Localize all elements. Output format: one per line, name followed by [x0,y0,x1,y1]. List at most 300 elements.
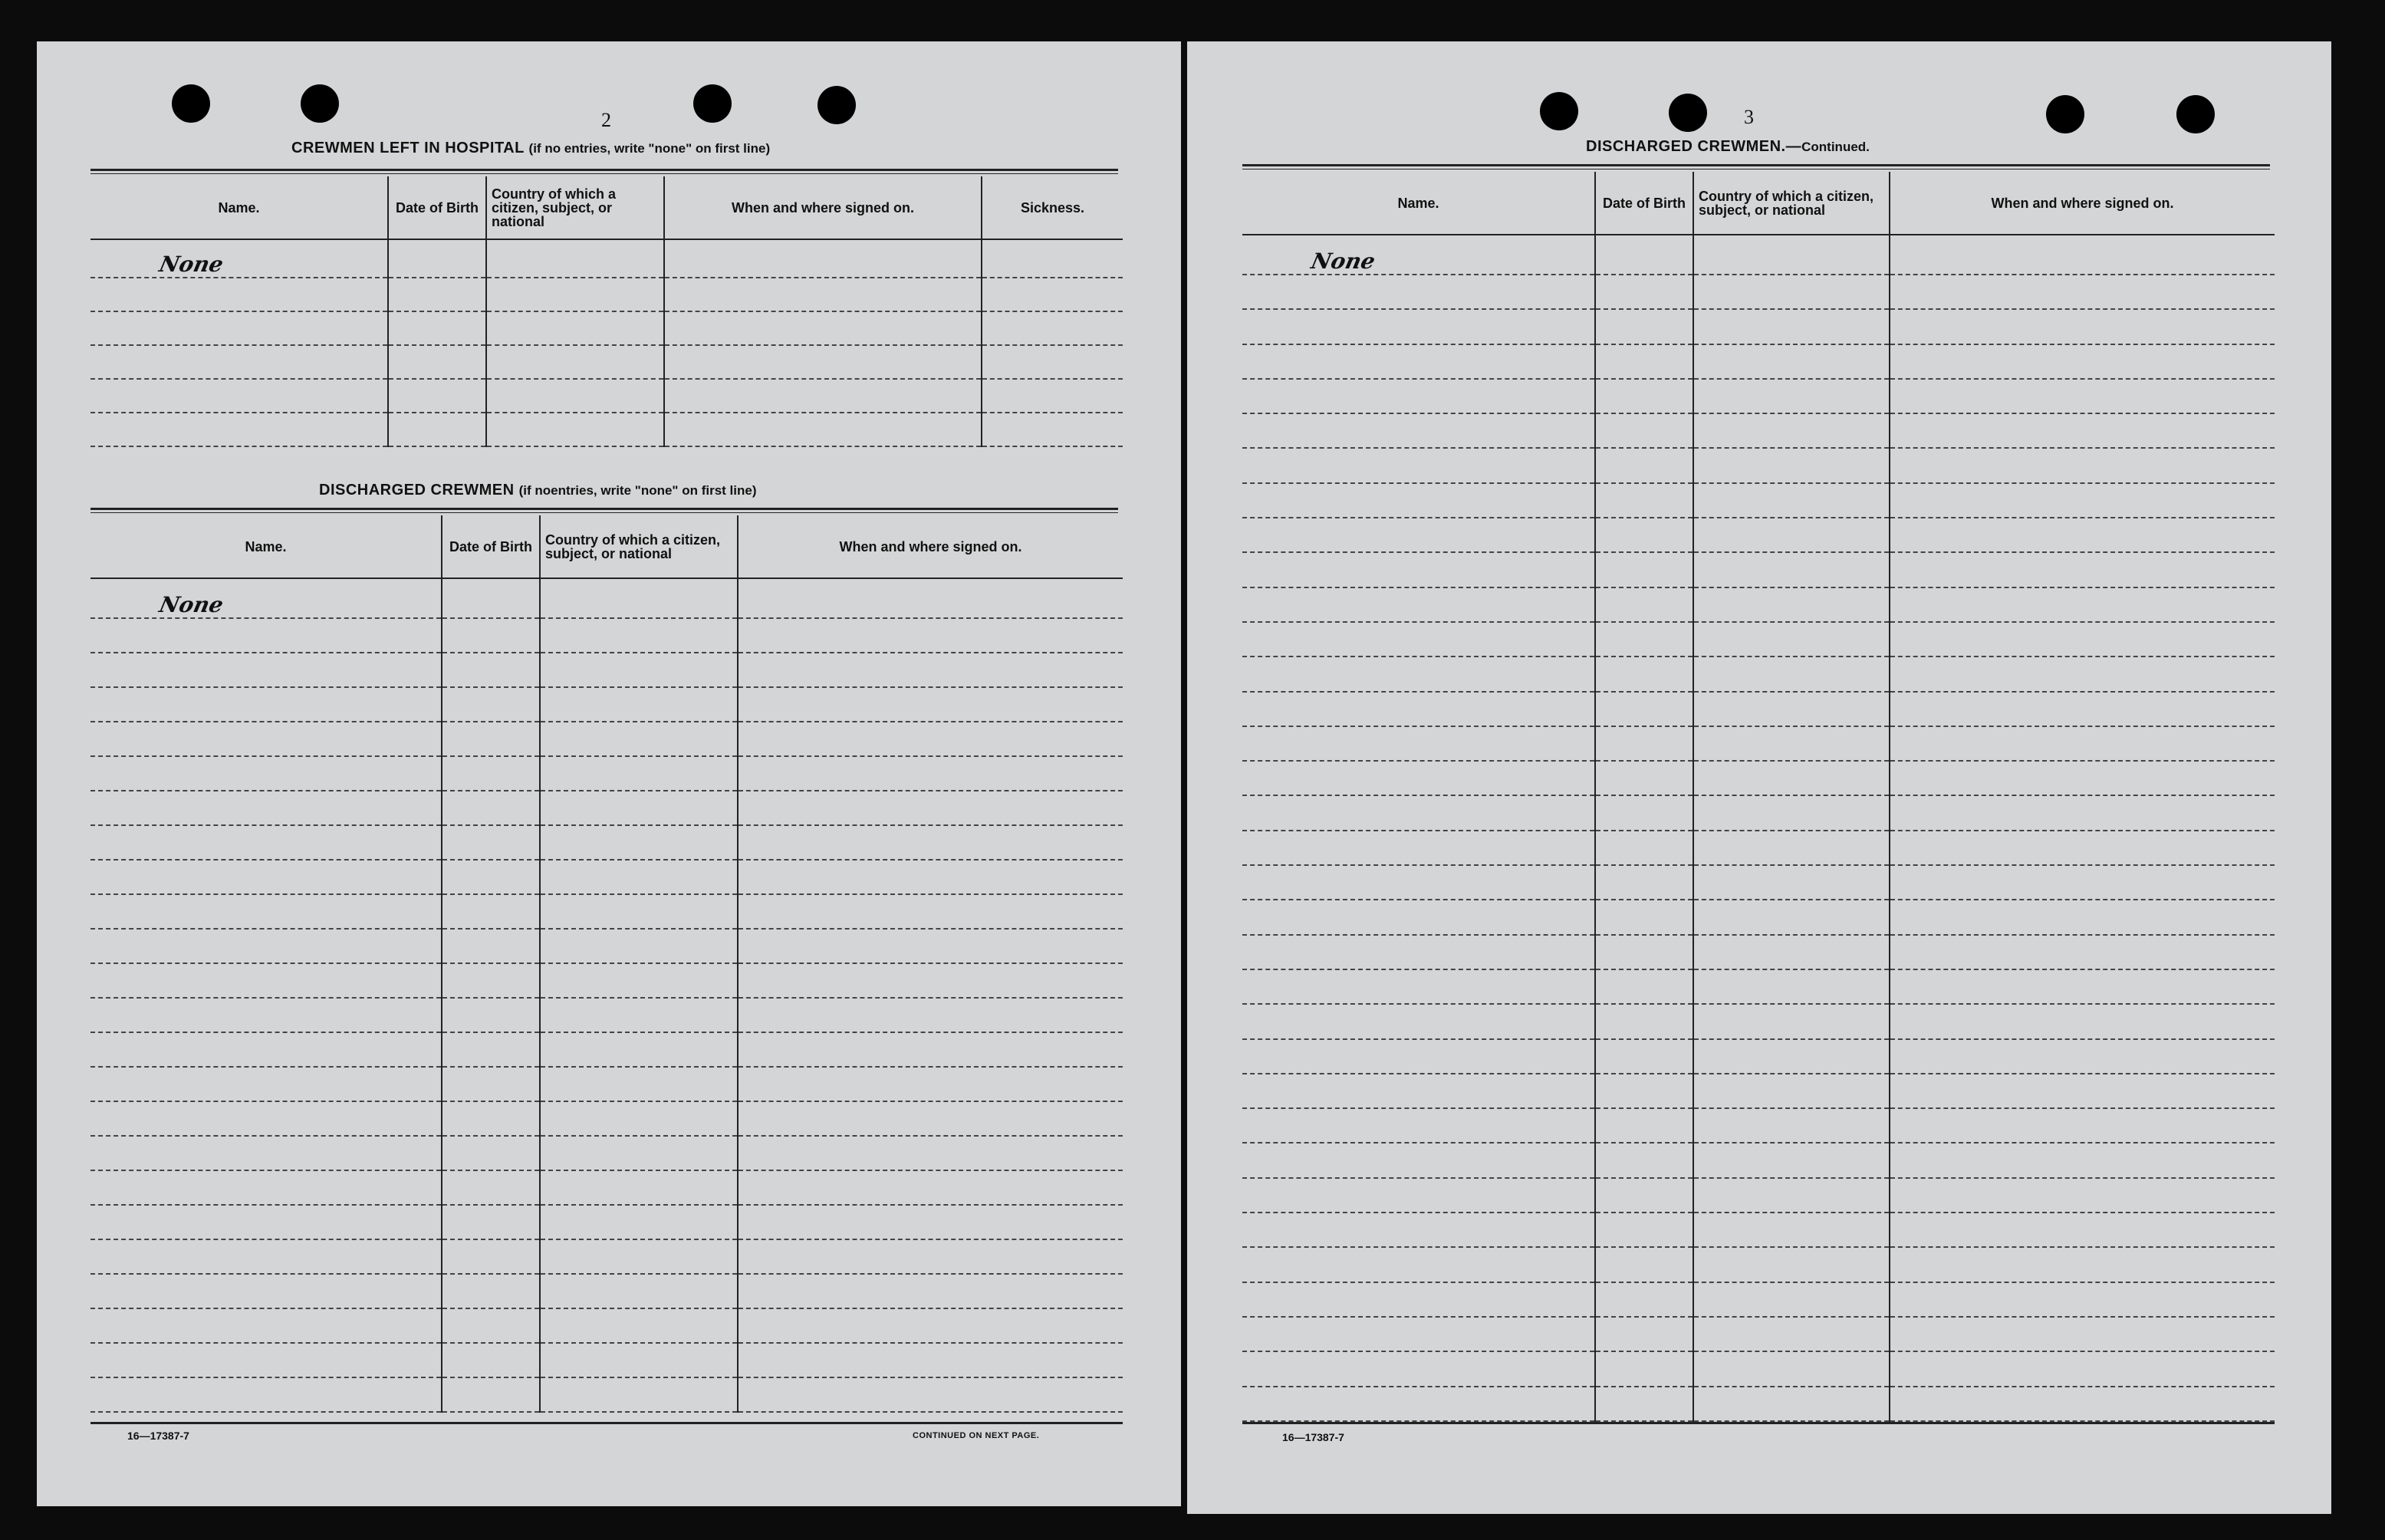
table-cell [1242,1247,1595,1282]
table-row [1242,1317,2275,1351]
table-cell [1242,865,1595,900]
table-row [90,687,1123,722]
table-cell [90,1067,442,1101]
discharged-top-rule [90,508,1118,513]
table-cell [540,1308,738,1343]
table-cell [442,1377,540,1412]
table-cell [1595,518,1693,552]
col-country: Country of which a citizen, subject, or national [1693,172,1890,235]
table-cell [1242,1387,1595,1421]
table-row [90,278,388,311]
table-cell [1595,865,1693,900]
table-cell [1890,1004,2275,1038]
punch-hole [693,84,732,123]
table-cell [540,791,738,825]
table-cell [1595,1247,1693,1282]
col-country: Country of which a citizen, subject, or national [540,515,738,578]
table-row [1242,1178,2275,1213]
table-cell [540,578,738,618]
table-row [1242,1282,2275,1317]
table-cell [388,345,486,379]
table-cell [1693,761,1890,795]
table-row [1242,692,2275,726]
col-date-of-birth: Date of Birth [442,515,540,578]
table-row [1242,761,2275,795]
table-cell [540,722,738,756]
table-cell [90,653,442,687]
table-row [90,929,1123,963]
table-cell [1693,1074,1890,1108]
table-cell [1890,726,2275,761]
table-cell [1890,622,2275,656]
table-cell [442,1067,540,1101]
table-cell [1595,1178,1693,1213]
table-cell [738,1067,1123,1101]
col-name: Name. [90,515,442,578]
table-cell [1693,275,1890,309]
table-row [1242,1108,2275,1143]
table-row [1242,552,2275,587]
table-cell [486,379,664,413]
table-cell [540,929,738,963]
table-cell [1595,900,1693,934]
table-cell [90,1239,442,1274]
table-cell [486,239,664,278]
table-cell [442,825,540,860]
table-cell [90,1101,442,1136]
table-cell [1242,1039,1595,1074]
table-cell [1890,275,2275,309]
table-cell [1693,1004,1890,1038]
table-cell [1242,1143,1595,1177]
table-row [90,1239,1123,1274]
form-number: 16—17387-7 [1282,1431,1344,1443]
table-cell [1242,413,1595,448]
table-row [90,413,388,446]
table-cell [1693,587,1890,622]
table-cell [1693,483,1890,518]
table-cell [90,1205,442,1239]
table-cell [442,687,540,722]
table-cell [664,311,982,345]
table-cell [540,687,738,722]
table-cell [1242,1178,1595,1213]
table-cell [1693,518,1890,552]
table-cell [738,963,1123,998]
table-cell [540,894,738,929]
table-row [1242,1074,2275,1108]
table-cell [1242,831,1595,865]
table-cell [738,860,1123,894]
table-cell [540,1343,738,1377]
table-cell [90,687,442,722]
table-cell [982,413,1123,446]
table-row [1242,726,2275,761]
table-cell [1890,518,2275,552]
table-cell [442,722,540,756]
table-cell [1595,379,1693,413]
col-signed-on: When and where signed on. [1890,172,2275,235]
punch-hole [817,86,856,124]
table-cell [1693,1108,1890,1143]
table-cell [738,791,1123,825]
table-cell [388,239,486,278]
table-cell [1595,275,1693,309]
table-cell [1242,1282,1595,1317]
table-row [90,998,1123,1032]
table-row [90,1170,1123,1205]
table-cell [1595,1213,1693,1247]
col-sickness: Sickness. [982,176,1123,239]
table-cell [1693,1317,1890,1351]
table-cell [1242,309,1595,344]
table-cell [738,1274,1123,1308]
table-cell [1595,1387,1693,1421]
table-row [1242,865,2275,900]
table-row [1242,656,2275,691]
table-cell [1890,1282,2275,1317]
table-cell [1595,795,1693,830]
table-row [90,1032,1123,1067]
table-cell [1242,483,1595,518]
table-cell [1890,692,2275,726]
table-cell [442,998,540,1032]
table-cell [442,618,540,653]
bottom-rule [90,1422,1123,1424]
table-cell [1693,309,1890,344]
table-cell [1693,1143,1890,1177]
hospital-section-title [291,140,770,157]
table-row [1242,1039,2275,1074]
discharged-continued-suffix: Continued. [1801,140,1870,154]
table-cell [1595,761,1693,795]
table-cell [1242,1108,1595,1143]
table-cell [388,278,486,311]
table-cell [90,722,442,756]
table-cell [90,756,442,791]
table-row [1242,1143,2275,1177]
table-cell [738,1136,1123,1170]
table-cell [1890,865,2275,900]
table-cell [1693,1213,1890,1247]
table-cell [540,860,738,894]
table-cell [1693,379,1890,413]
table-cell [1890,795,2275,830]
table-row [90,1101,1123,1136]
table-cell [1890,483,2275,518]
table-cell [90,1308,442,1343]
table-cell [1595,344,1693,379]
table-cell [1242,1004,1595,1038]
table-row [1242,379,2275,413]
table-cell [442,860,540,894]
table-cell [1693,1039,1890,1074]
table-cell [90,1274,442,1308]
table-cell [1890,1387,2275,1421]
table-cell [1890,935,2275,969]
table-row [90,311,388,345]
page-number: 3 [1744,106,1754,128]
table-cell [1890,448,2275,482]
table-cell [442,1308,540,1343]
table-cell [442,653,540,687]
table-cell [1693,935,1890,969]
table-cell [1595,1004,1693,1038]
table-cell [1595,483,1693,518]
table-row [1242,900,2275,934]
table-cell [388,379,486,413]
table-cell [1242,448,1595,482]
punch-hole [1540,92,1578,130]
table-cell [442,578,540,618]
table-cell [540,1205,738,1239]
discharged-title-note: (if noentries, write "none" on first line) [518,483,757,498]
table-cell [1242,726,1595,761]
table-row [90,756,1123,791]
table-cell [1693,1387,1890,1421]
table-cell [1693,1282,1890,1317]
hospital-top-rule [90,169,1118,174]
table-cell [1890,344,2275,379]
table-cell [1890,1351,2275,1386]
table-cell [1242,379,1595,413]
table-row [90,1274,1123,1308]
table-cell [664,379,982,413]
table-cell [1595,1039,1693,1074]
table-row [1242,448,2275,482]
table-cell [90,963,442,998]
table-cell [982,345,1123,379]
table-cell [1242,1351,1595,1386]
table-cell [1595,656,1693,691]
table-row [90,1377,1123,1412]
table-cell [442,756,540,791]
table-cell [1693,552,1890,587]
table-cell [442,1205,540,1239]
table-cell [486,345,664,379]
table-cell [540,756,738,791]
table-row [1242,1213,2275,1247]
table-row [1242,1387,2275,1421]
table-cell [738,756,1123,791]
table-cell [1890,1178,2275,1213]
table-cell [1890,1247,2275,1282]
hospital-title-text: CREWMEN LEFT IN HOSPITAL [291,140,525,156]
table-cell [1693,413,1890,448]
table-cell [442,894,540,929]
punch-hole [2046,95,2084,133]
table-cell [738,894,1123,929]
table-row [90,1136,1123,1170]
table-cell [90,1170,442,1205]
table-cell [1242,622,1595,656]
punch-hole [301,84,339,123]
table-cell [1693,969,1890,1004]
table-cell [738,578,1123,618]
table-cell [90,1136,442,1170]
table-row [1242,969,2275,1004]
table-row [1242,935,2275,969]
table-cell [540,963,738,998]
table-cell [738,1239,1123,1274]
table-cell [540,1170,738,1205]
table-cell [1693,1351,1890,1386]
table-cell [1890,1213,2275,1247]
table-cell [1595,831,1693,865]
table-row [90,653,1123,687]
col-date-of-birth: Date of Birth [388,176,486,239]
table-row [90,1205,1123,1239]
table-cell [1595,726,1693,761]
table-cell [442,929,540,963]
table-cell [738,825,1123,860]
table-row [90,791,1123,825]
table-cell [90,618,442,653]
table-cell [90,1377,442,1412]
table-cell [1693,865,1890,900]
table-cell [738,618,1123,653]
col-signed-on: When and where signed on. [664,176,982,239]
table-cell [1595,448,1693,482]
table-cell [664,345,982,379]
table-cell [1242,1317,1595,1351]
table-cell [1890,831,2275,865]
table-cell [388,413,486,446]
table-cell [90,929,442,963]
table-cell [1693,1247,1890,1282]
table-cell [1595,587,1693,622]
table-cell [1242,1213,1595,1247]
table-cell [982,311,1123,345]
table-cell [90,791,442,825]
table-cell [1693,692,1890,726]
table-cell [540,998,738,1032]
table-cell [1595,552,1693,587]
table-cell [738,1101,1123,1136]
name-entry [1242,235,1595,275]
col-signed-on: When and where signed on. [738,515,1123,578]
table-cell [540,653,738,687]
table-cell [442,1136,540,1170]
table-cell [90,860,442,894]
table-cell [738,1170,1123,1205]
table-cell [1242,275,1595,309]
table-row [90,860,1123,894]
table-cell [1693,1178,1890,1213]
col-name: Name. [90,176,388,239]
table-cell [1693,622,1890,656]
discharged-table [90,515,1123,1413]
table-cell [540,618,738,653]
table-cell [1890,1108,2275,1143]
table-row [90,894,1123,929]
handwritten-entry: None [1308,248,1378,274]
table-row [1242,622,2275,656]
table-cell [540,1274,738,1308]
table-cell [90,998,442,1032]
table-cell [982,379,1123,413]
name-entry [90,578,442,618]
table-cell [1890,969,2275,1004]
discharged-title-text: DISCHARGED CREWMEN [319,482,515,499]
discharged-section-title [319,482,757,499]
table-cell [1595,1282,1693,1317]
table-cell [1890,761,2275,795]
table-cell [1242,761,1595,795]
table-cell [1693,831,1890,865]
table-cell [1242,935,1595,969]
table-cell [1890,1317,2275,1351]
name-entry [90,239,388,278]
table-cell [1242,552,1595,587]
table-row [90,618,1123,653]
table-cell [540,1377,738,1412]
table-row [1242,1004,2275,1038]
table-cell [540,1136,738,1170]
table-cell [1693,235,1890,275]
table-cell [540,1101,738,1136]
table-cell [1890,587,2275,622]
table-cell [486,278,664,311]
table-cell [486,311,664,345]
handwritten-entry: None [156,252,226,277]
table-cell [738,998,1123,1032]
table-row [1242,587,2275,622]
col-date-of-birth: Date of Birth [1595,172,1693,235]
table-cell [1890,413,2275,448]
table-cell [738,1308,1123,1343]
table-cell [1242,344,1595,379]
table-cell [982,239,1123,278]
table-cell [1595,1074,1693,1108]
table-cell [738,687,1123,722]
table-cell [1242,1074,1595,1108]
table-cell [540,1239,738,1274]
table-cell [1595,1317,1693,1351]
table-row [1242,413,2275,448]
table-cell [1595,969,1693,1004]
table-cell [1890,1143,2275,1177]
table-row [90,825,1123,860]
table-cell [1693,448,1890,482]
continued-note: CONTINUED ON NEXT PAGE. [913,1431,1040,1440]
table-cell [90,825,442,860]
table-cell [1693,344,1890,379]
table-row [1242,1247,2275,1282]
punch-hole [2176,95,2215,133]
hospital-title-note: (if no entries, write "none" on first line) [528,141,771,156]
table-cell [1242,900,1595,934]
table-cell [664,413,982,446]
discharged-continued-title-text: DISCHARGED CREWMEN.— [1586,138,1802,155]
table-cell [1595,1108,1693,1143]
table-row [1242,344,2275,379]
table-cell [738,653,1123,687]
table-cell [1595,1143,1693,1177]
table-cell [1890,900,2275,934]
table-cell [1242,518,1595,552]
table-cell [1693,795,1890,830]
table-row [90,345,388,379]
table-cell [1595,235,1693,275]
table-cell [1242,587,1595,622]
table-cell [1890,1074,2275,1108]
table-row [90,1308,1123,1343]
table-cell [982,278,1123,311]
hospital-table [90,176,1123,447]
table-row [1242,483,2275,518]
table-cell [1890,379,2275,413]
